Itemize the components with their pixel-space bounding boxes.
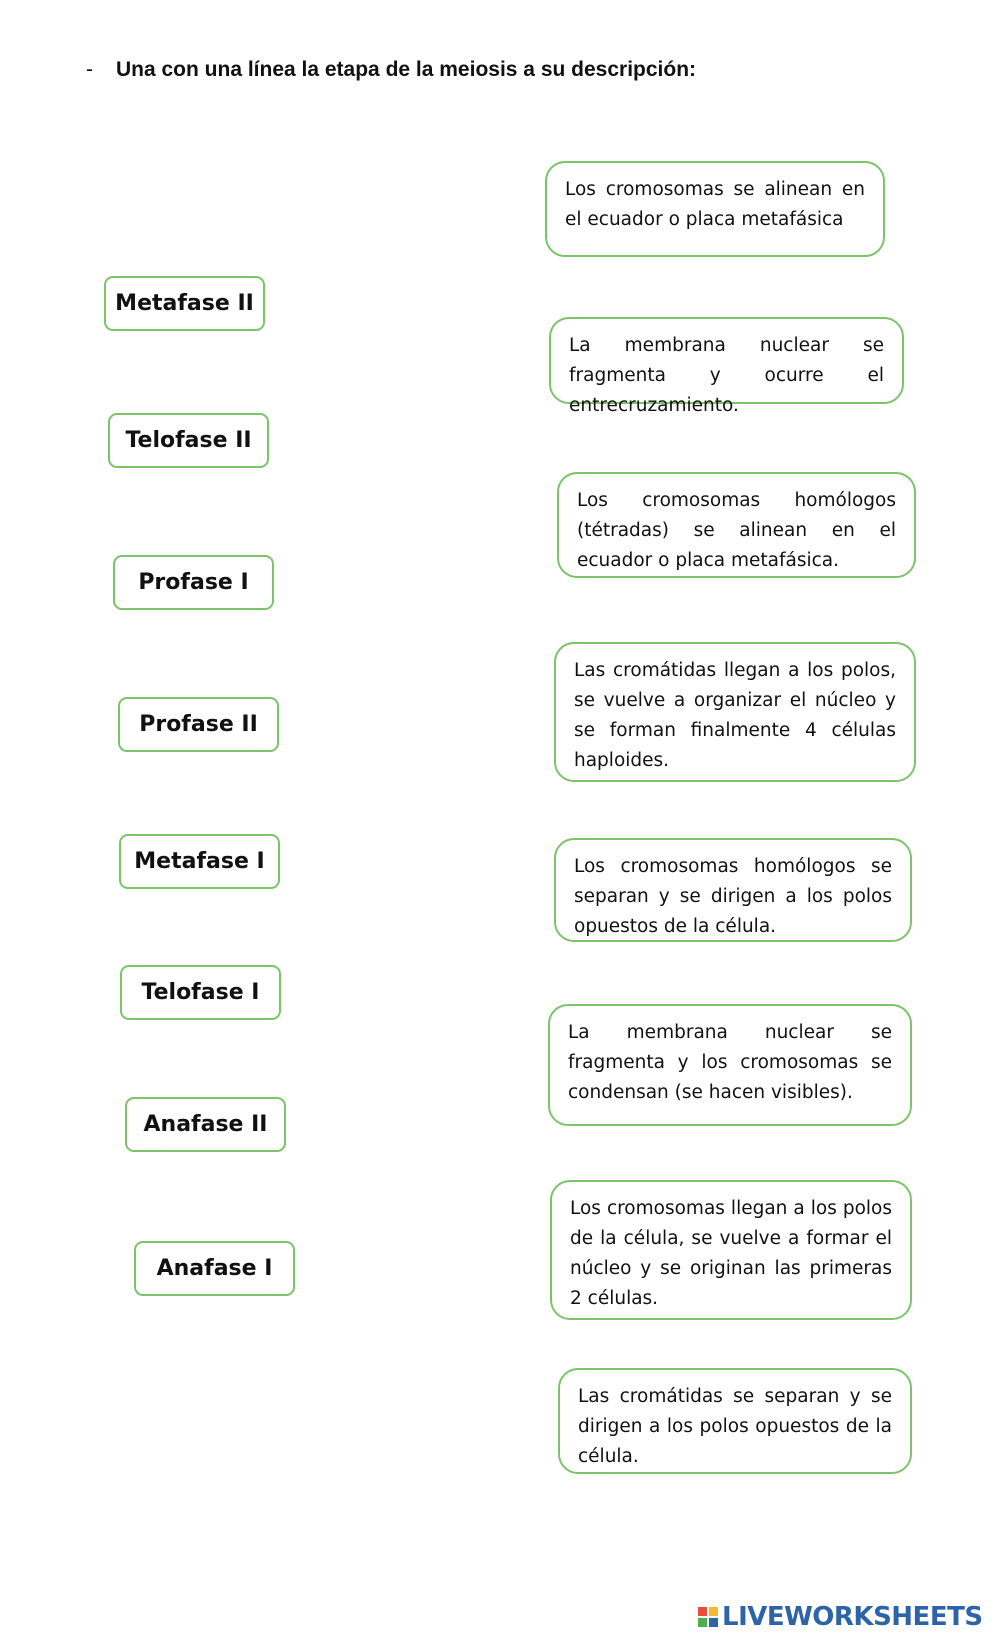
instruction-bullet: - [86, 58, 93, 81]
stage-label: Anafase II [143, 1112, 268, 1137]
stage-box-profase-ii[interactable] [118, 697, 279, 752]
stage-box-metafase-i[interactable] [119, 834, 280, 889]
description-text: Los cromosomas homólogos se separan y se dirigen a los polos opuestos de la célula. [574, 856, 892, 937]
description-box-4[interactable] [554, 642, 916, 782]
description-text: La membrana nuclear se fragmenta y los cromosomas se condensan (se hacen visibles). [568, 1022, 892, 1103]
stage-label: Telofase II [125, 428, 252, 453]
description-text: Los cromosomas llegan a los polos de la célula, se vuelve a formar el núcleo y se originan las primeras 2 células. [570, 1198, 892, 1309]
stage-label: Metafase I [134, 849, 265, 874]
instruction-text: Una con una línea la etapa de la meiosis a su descripción: [116, 58, 697, 81]
description-text: Los cromosomas homólogos (tétradas) se alinean en el ecuador o placa metafásica. [577, 490, 896, 571]
description-text: Los cromosomas se alinean en el ecuador o placa metafásica [565, 179, 865, 230]
logo-text: LIVEWORKSHEETS [722, 1602, 983, 1632]
stage-label: Profase I [138, 570, 249, 595]
liveworksheets-logo-icon [697, 1606, 719, 1628]
stage-box-telofase-i[interactable] [120, 965, 281, 1020]
stage-box-metafase-ii[interactable] [104, 276, 265, 331]
stage-box-anafase-i[interactable] [134, 1241, 295, 1296]
description-box-5[interactable] [554, 838, 912, 942]
stage-box-anafase-ii[interactable] [125, 1097, 286, 1152]
description-box-8[interactable] [558, 1368, 912, 1474]
description-box-7[interactable] [550, 1180, 912, 1320]
liveworksheets-logo[interactable] [697, 1602, 983, 1632]
description-box-6[interactable] [548, 1004, 912, 1126]
stage-label: Metafase II [115, 291, 254, 316]
description-box-2[interactable] [549, 317, 904, 416]
stage-label: Anafase I [156, 1256, 273, 1281]
stage-box-telofase-ii[interactable] [108, 413, 269, 468]
stage-box-profase-i[interactable] [113, 555, 274, 610]
stage-label: Telofase I [141, 980, 260, 1005]
stage-label: Profase II [139, 712, 258, 737]
description-box-3[interactable] [557, 472, 916, 578]
description-text: Las cromátidas llegan a los polos, se vuelve a organizar el núcleo y se forman finalmente 4 células haploides. [574, 660, 896, 771]
instruction [86, 58, 696, 82]
description-box-1[interactable] [545, 161, 885, 257]
description-text: Las cromátidas se separan y se dirigen a los polos opuestos de la célula. [578, 1386, 892, 1467]
description-text: La membrana nuclear se fragmenta y ocurre el entrecruzamiento. [569, 335, 884, 416]
